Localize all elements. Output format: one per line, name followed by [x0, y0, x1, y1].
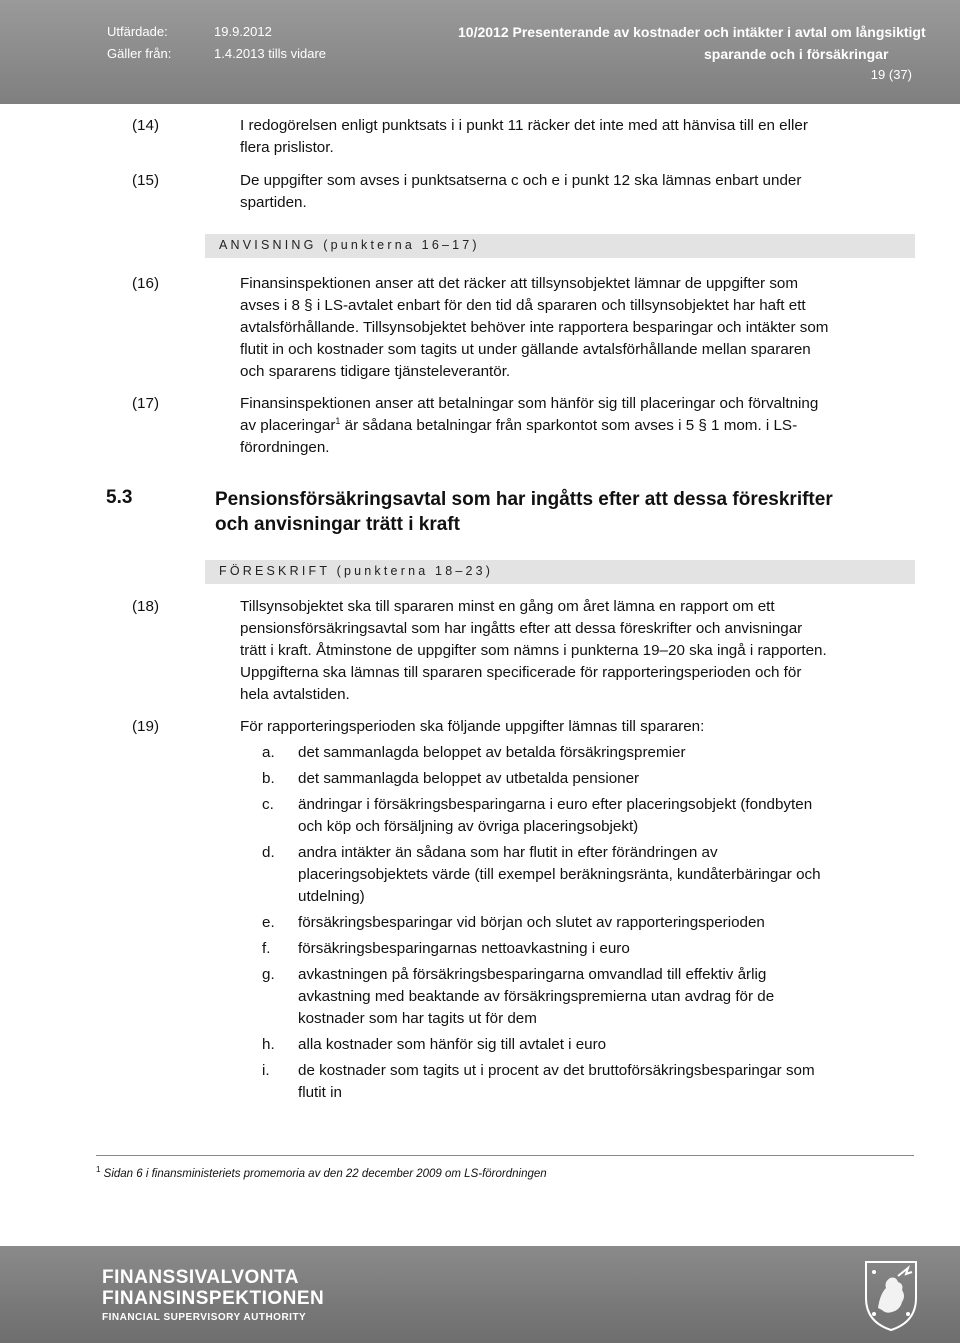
logo-line-swedish: FINANSINSPEKTIONEN — [102, 1288, 325, 1309]
section-title-line: och anvisningar trätt i kraft — [215, 514, 460, 535]
page-number: 19 (37) — [870, 67, 912, 82]
paragraph-18-line: Uppgifterna ska lämnas till spararen specificerade för rapporteringsperioden och för — [240, 664, 802, 681]
paragraph-18-line: Tillsynsobjektet ska till spararen minst en gång om året lämna en rapport om ett — [240, 598, 775, 615]
paragraph-14-line: flera prislistor. — [240, 139, 334, 156]
guidance-heading-bar — [205, 234, 915, 258]
paragraph-number-18: (18) — [132, 598, 160, 615]
valid-label: Gäller från: — [107, 46, 172, 61]
list-item-label: b. — [262, 770, 275, 787]
list-item-text: det sammanlagda beloppet av betalda försäkringspremier — [298, 744, 686, 761]
list-item-text: alla kostnader som hänför sig till avtalet i euro — [298, 1036, 607, 1053]
footnote-reference[interactable]: 1 — [335, 415, 341, 426]
list-item-text: försäkringsbesparingar vid början och slutet av rapporteringsperioden — [298, 914, 765, 931]
list-item-label: h. — [262, 1036, 275, 1053]
paragraph-16-line: flutit in och kostnader som tagits ut under gällande avtalsförhållande mellan spararen — [240, 341, 811, 358]
list-item-text: avkastning med beaktande av försäkringspremierna utan avdrag för de — [298, 988, 775, 1005]
page-header — [0, 0, 960, 104]
document-title-line2: sparande och i försäkringar — [704, 46, 889, 62]
footnote — [96, 1165, 547, 1180]
paragraph-number-15: (15) — [132, 172, 160, 189]
paragraph-16-line: avtalsförhållande. Tillsynsobjektet behöver inte rapportera besparingar och intäkter som — [240, 319, 829, 336]
valid-date: 1.4.2013 tills vidare — [214, 46, 327, 61]
list-item-text: flutit in — [298, 1084, 342, 1101]
paragraph-14 — [240, 115, 900, 159]
list-item-text: avkastningen på försäkringsbesparingarna omvandlad till effektiv årlig — [298, 966, 767, 983]
paragraph-15 — [240, 170, 900, 214]
list-item-label: e. — [262, 914, 275, 931]
section-title-line: Pensionsförsäkringsavtal som har ingåtts efter att dessa föreskrifter — [215, 489, 833, 510]
document-title-line1: 10/2012 Presenterande av kostnader och intäkter i avtal om långsiktigt — [458, 24, 926, 40]
paragraph-15-line: De uppgifter som avses i punktsatserna c och e i punkt 12 ska lämnas enbart under — [240, 172, 802, 189]
paragraph-16-line: Finansinspektionen anser att det räcker att tillsynsobjektet lämnar de uppgifter som — [240, 275, 799, 292]
list-item-label: d. — [262, 844, 275, 861]
section-number: 5.3 — [106, 487, 133, 508]
list-item-text: andra intäkter än sådana som har flutit in efter förändringen av — [298, 844, 718, 861]
list-item-text: ändringar i försäkringsbesparingarna i euro efter placeringsobjekt (fondbyten — [298, 796, 813, 813]
paragraph-number-19: (19) — [132, 718, 160, 735]
logo-line-english: FINANCIAL SUPERVISORY AUTHORITY — [102, 1312, 307, 1323]
regulation-heading-bar — [205, 560, 915, 584]
list-item-label: i. — [262, 1062, 270, 1079]
paragraph-14-line: I redogörelsen enligt punktsats i i punkt 11 räcker det inte med att hänvisa till en eller — [240, 117, 808, 134]
paragraph-18 — [240, 596, 900, 706]
list-item-text: kostnader som har tagits ut för dem — [298, 1010, 537, 1027]
page-footer — [0, 1246, 960, 1343]
list-item-text: placeringsobjektets värde (till exempel beräkningsränta, kundåterbäringar och — [298, 866, 821, 883]
paragraph-18-line: trätt i kraft. Åtminstone de uppgifter som nämns i punkterna 19–20 ska ingå i rapporten. — [240, 642, 827, 659]
list-item-label: c. — [262, 796, 274, 813]
guidance-heading: ANVISNING (punkterna 16–17) — [219, 238, 480, 252]
footnote-text: Sidan 6 i finansministeriets promemoria av den 22 december 2009 om LS-förordningen — [103, 1167, 547, 1180]
paragraph-17-line: förordningen. — [240, 439, 330, 456]
paragraph-17 — [240, 393, 900, 459]
paragraph-number-17: (17) — [132, 395, 160, 412]
list-item-text: det sammanlagda beloppet av utbetalda pensioner — [298, 770, 640, 787]
list-item-label: a. — [262, 744, 275, 761]
paragraph-number-14: (14) — [132, 117, 160, 134]
logo-line-finnish: FINANSSIVALVONTA — [102, 1267, 299, 1288]
paragraph-number-16: (16) — [132, 275, 160, 292]
paragraph-16-line: avses i 8 § i LS-avtalet enbart för den tid då spararen och tillsynsobjektet har haft ett — [240, 297, 806, 314]
list-item-label: f. — [262, 940, 271, 957]
paragraph-16 — [240, 273, 900, 383]
list-item-text: utdelning) — [298, 888, 365, 905]
paragraph-17-text: är sådana betalningar från sparkontot som avses i 5 § 1 mom. i LS- — [340, 417, 798, 434]
list-item-text: och köp och försäljning av övriga placeringsobjekt) — [298, 818, 639, 835]
list-item-label: g. — [262, 966, 275, 983]
paragraph-17-line — [240, 415, 900, 437]
footnote-marker: 1 — [96, 1165, 101, 1174]
regulation-heading: FÖRESKRIFT (punkterna 18–23) — [219, 564, 494, 578]
lion-crest-icon — [862, 1258, 920, 1332]
list-item-text: de kostnader som tagits ut i procent av det bruttoförsäkringsbesparingar som — [298, 1062, 815, 1079]
paragraph-17-text: av placeringar — [240, 417, 336, 434]
paragraph-18-line: hela avtalstiden. — [240, 686, 350, 703]
paragraph-18-line: pensionsförsäkringsavtal som har ingåtts efter att dessa föreskrifter och anvisningar — [240, 620, 803, 637]
footnote-divider — [96, 1155, 914, 1156]
paragraph-16-line: och spararens tidigare tjänsteleverantör. — [240, 363, 511, 380]
issued-label: Utfärdade: — [107, 24, 168, 39]
issued-date: 19.9.2012 — [214, 24, 272, 39]
paragraph-15-line: spartiden. — [240, 194, 307, 211]
section-title — [215, 487, 915, 537]
list-item-text: försäkringsbesparingarnas nettoavkastning i euro — [298, 940, 630, 957]
paragraph-17-line: Finansinspektionen anser att betalningar som hänför sig till placeringar och förvaltning — [240, 395, 819, 412]
paragraph-19-intro: För rapporteringsperioden ska följande uppgifter lämnas till spararen: — [240, 718, 705, 735]
